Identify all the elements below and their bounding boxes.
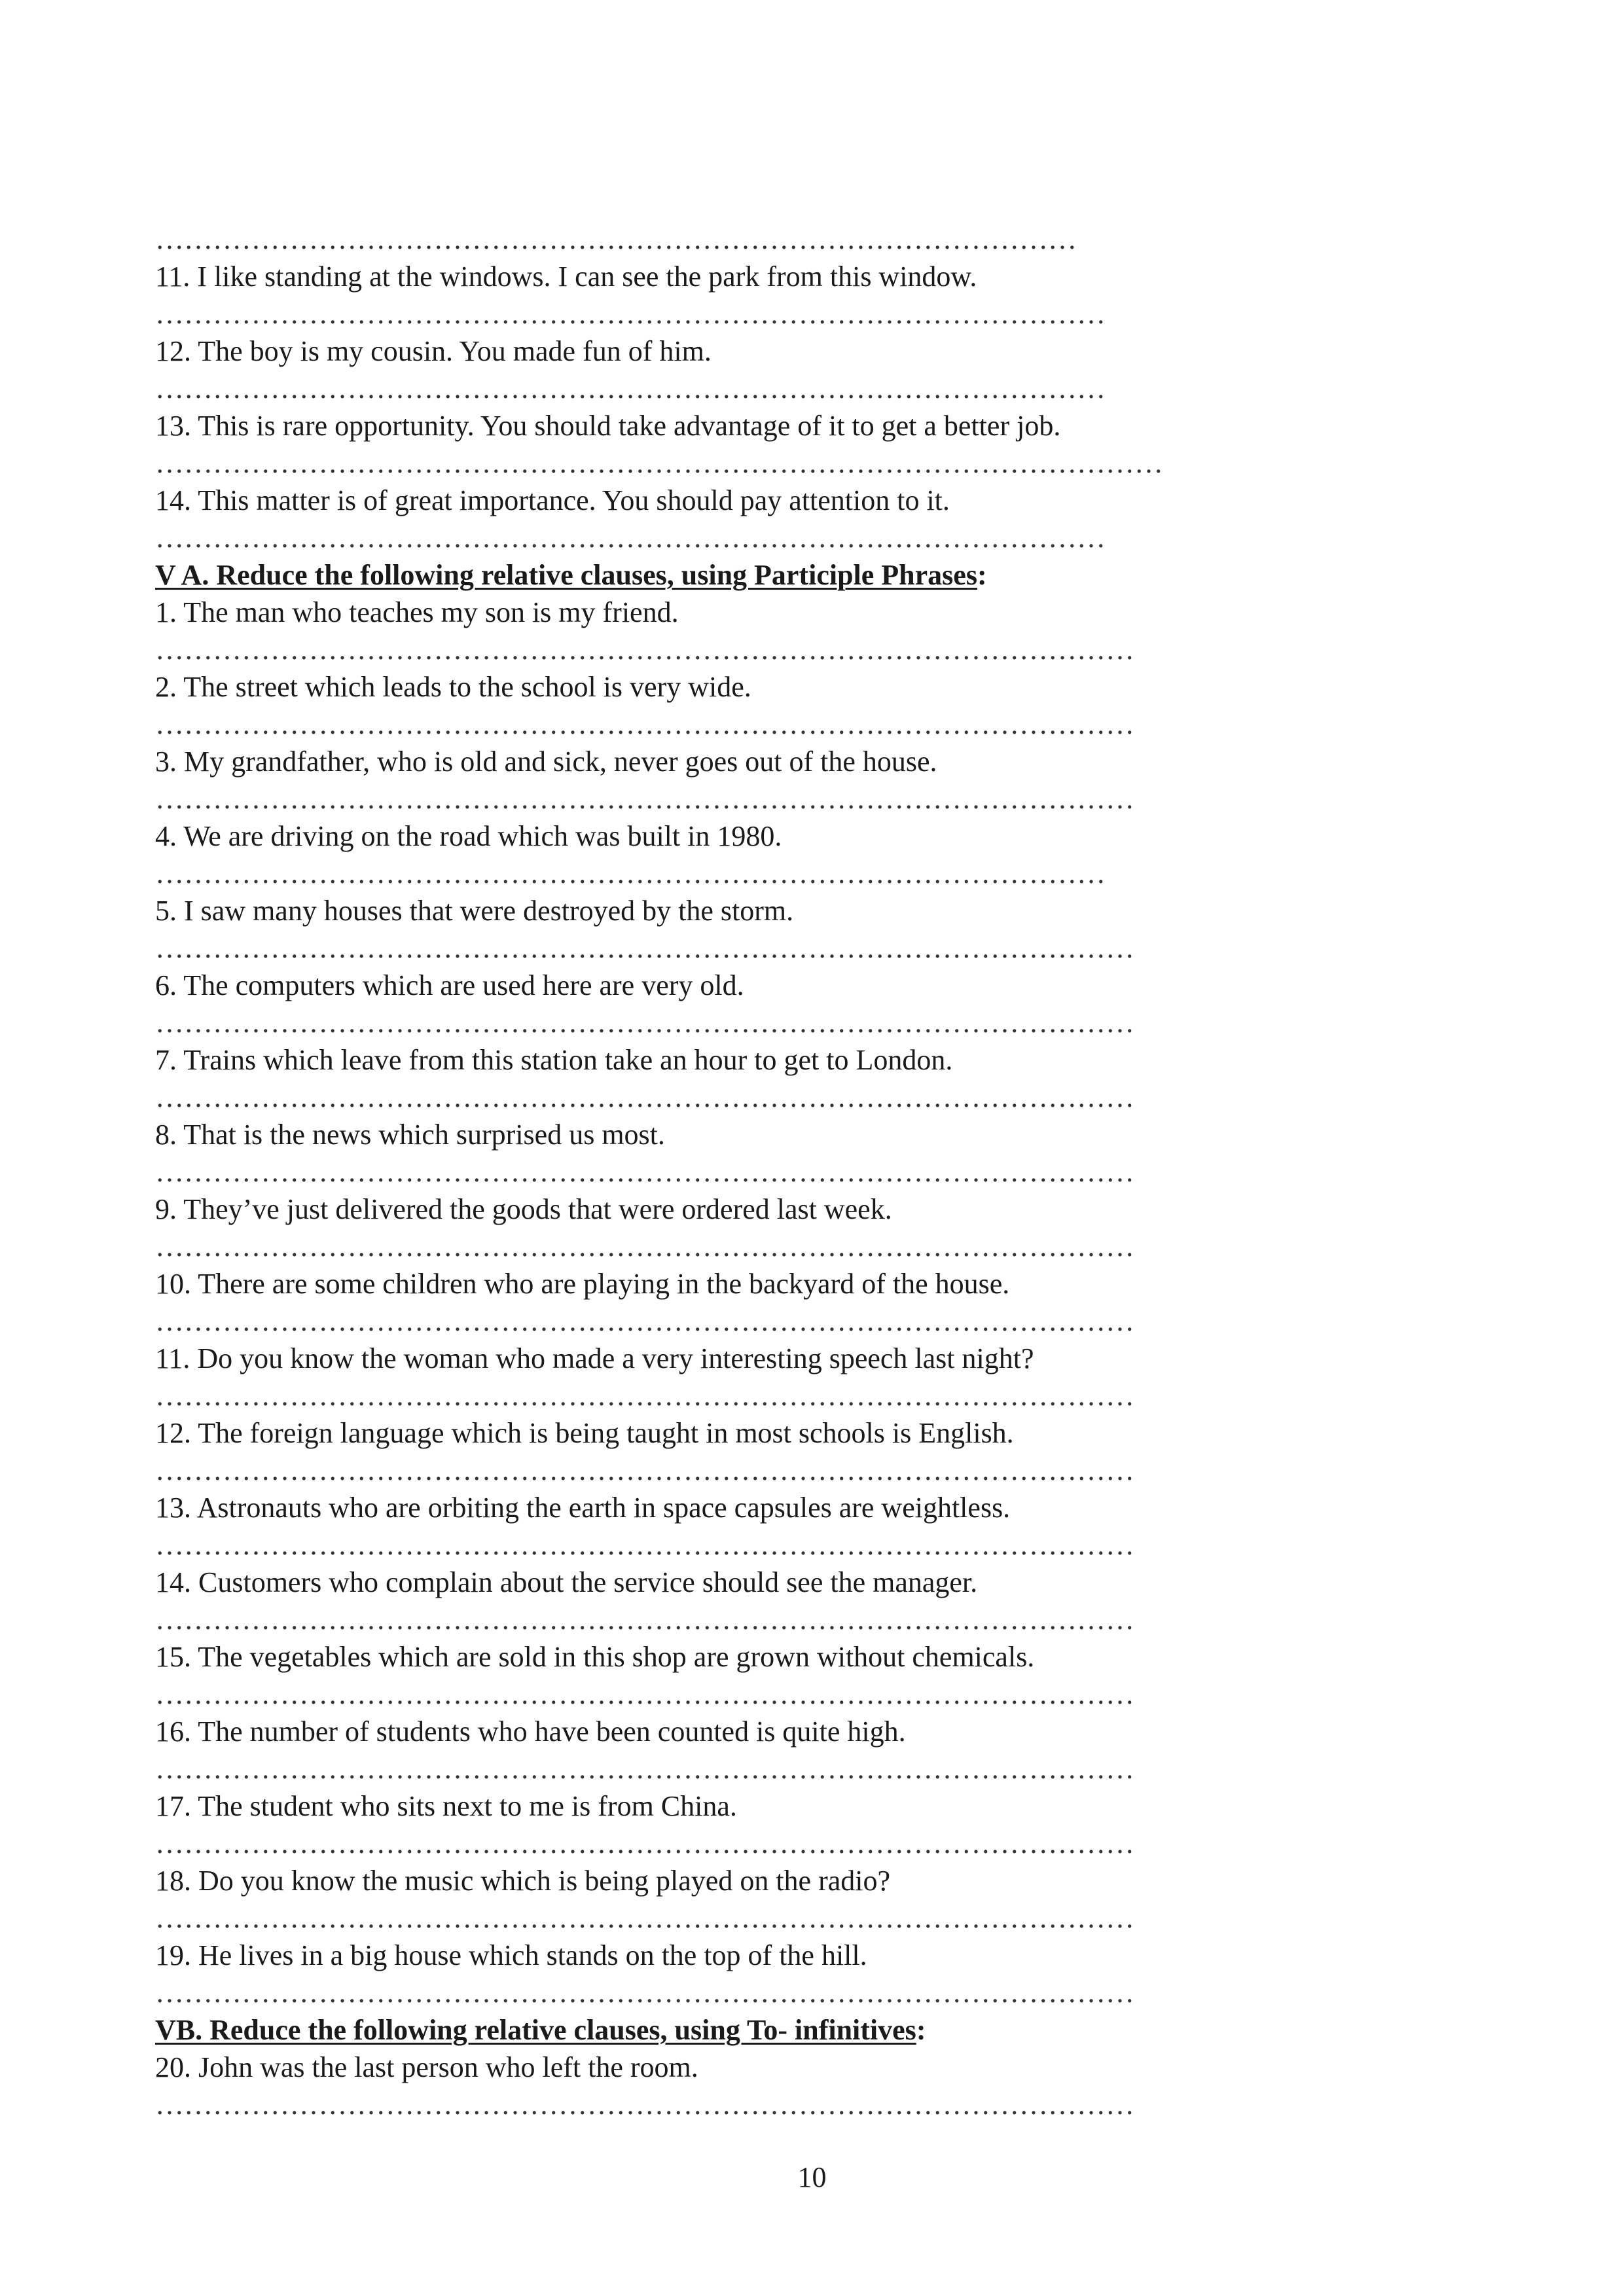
answer-line: ………………………………………………………………………………………… — [155, 1902, 1134, 1934]
question-item: 17. The student who sits next to me is from China. — [155, 1790, 737, 1822]
question-item: 5. I saw many houses that were destroyed by the storm. — [155, 895, 794, 927]
answer-line: ………………………………………………………………………………………… — [155, 708, 1134, 740]
answer-line: ………………………………………………………………………………………… — [155, 1230, 1134, 1263]
answer-line: ………………………………………………………………………………………… — [155, 1454, 1134, 1486]
question-item: 11. I like standing at the windows. I can see the park from this window. — [155, 260, 977, 293]
answer-line: ……………………………………………………………………………………… — [155, 372, 1106, 404]
answer-line: ………………………………………………………………………………………… — [155, 932, 1134, 964]
section-heading-text: VB. Reduce the following relative clauses, using To- infinitives — [155, 2014, 916, 2046]
answer-line: ………………………………………………………………………………………… — [155, 1007, 1134, 1039]
question-item: 7. Trains which leave from this station take an hour to get to London. — [155, 1044, 953, 1076]
answer-line: ………………………………………………………………………………………… — [155, 1753, 1134, 1785]
question-item: 14. Customers who complain about the service should see the manager. — [155, 1566, 978, 1598]
answer-line: ………………………………………………………………………………………… — [155, 1604, 1134, 1636]
question-item: 13. Astronauts who are orbiting the earth in space capsules are weightless. — [155, 1492, 1011, 1524]
answer-line: ……………………………………………………………………………………… — [155, 857, 1106, 889]
answer-line: ………………………………………………………………………………………… — [155, 1081, 1134, 1113]
question-item: 12. The foreign language which is being taught in most schools is English. — [155, 1417, 1014, 1449]
section-heading — [155, 2011, 1399, 2049]
question-item: 9. They’ve just delivered the goods that were ordered last week. — [155, 1193, 892, 1225]
question-item: 8. That is the news which surprised us most. — [155, 1119, 665, 1151]
question-item: 19. He lives in a big house which stands on the top of the hill. — [155, 1939, 867, 1971]
question-item: 6. The computers which are used here are very old. — [155, 969, 744, 1001]
answer-line: ………………………………………………………………………………………… — [155, 1678, 1134, 1710]
answer-line: ………………………………………………………………………………………… — [155, 634, 1134, 666]
section-heading-colon: : — [916, 2014, 926, 2046]
answer-line: ………………………………………………………………………………………… — [155, 1977, 1134, 2009]
question-item: 18. Do you know the music which is being played on the radio? — [155, 1865, 891, 1897]
question-item: 16. The number of students who have been counted is quite high. — [155, 1715, 906, 1748]
section-heading-colon: : — [977, 559, 987, 591]
question-item: 12. The boy is my cousin. You made fun of him. — [155, 335, 712, 367]
answer-line: ……………………………………………………………………………………… — [155, 522, 1106, 554]
answer-line: ………………………………………………………………………………………… — [155, 1380, 1134, 1412]
worksheet-body — [155, 221, 1399, 2123]
question-item: 13. This is rare opportunity. You should take advantage of it to get a better job. — [155, 410, 1061, 442]
answer-line: …………………………………………………………………………………………… — [155, 447, 1163, 479]
section-heading-text: V A. Reduce the following relative clauses, using Participle Phrases — [155, 559, 977, 591]
answer-line: …………………………………………………………………………………… — [155, 223, 1077, 255]
question-item: 15. The vegetables which are sold in this shop are grown without chemicals. — [155, 1641, 1035, 1673]
answer-line: ………………………………………………………………………………………… — [155, 783, 1134, 815]
page-number: 10 — [797, 2161, 827, 2193]
answer-line: ………………………………………………………………………………………… — [155, 1156, 1134, 1188]
question-item: 4. We are driving on the road which was built in 1980. — [155, 820, 782, 852]
question-item: 20. John was the last person who left the room. — [155, 2051, 698, 2083]
question-item: 14. This matter is of great importance. You should pay attention to it. — [155, 484, 950, 516]
question-item: 2. The street which leads to the school is very wide. — [155, 671, 751, 703]
answer-line: ………………………………………………………………………………………… — [155, 1827, 1134, 1859]
answer-line: ……………………………………………………………………………………… — [155, 298, 1106, 330]
question-item: 10. There are some children who are playing in the backyard of the house. — [155, 1268, 1010, 1300]
question-item: 1. The man who teaches my son is my friend. — [155, 596, 679, 628]
answer-line: ………………………………………………………………………………………… — [155, 1529, 1134, 1561]
answer-line: ………………………………………………………………………………………… — [155, 2089, 1134, 2121]
answer-line: ………………………………………………………………………………………… — [155, 1305, 1134, 1337]
question-item: 11. Do you know the woman who made a very interesting speech last night? — [155, 1342, 1034, 1374]
question-item: 3. My grandfather, who is old and sick, never goes out of the house. — [155, 745, 937, 778]
section-heading — [155, 556, 1399, 594]
